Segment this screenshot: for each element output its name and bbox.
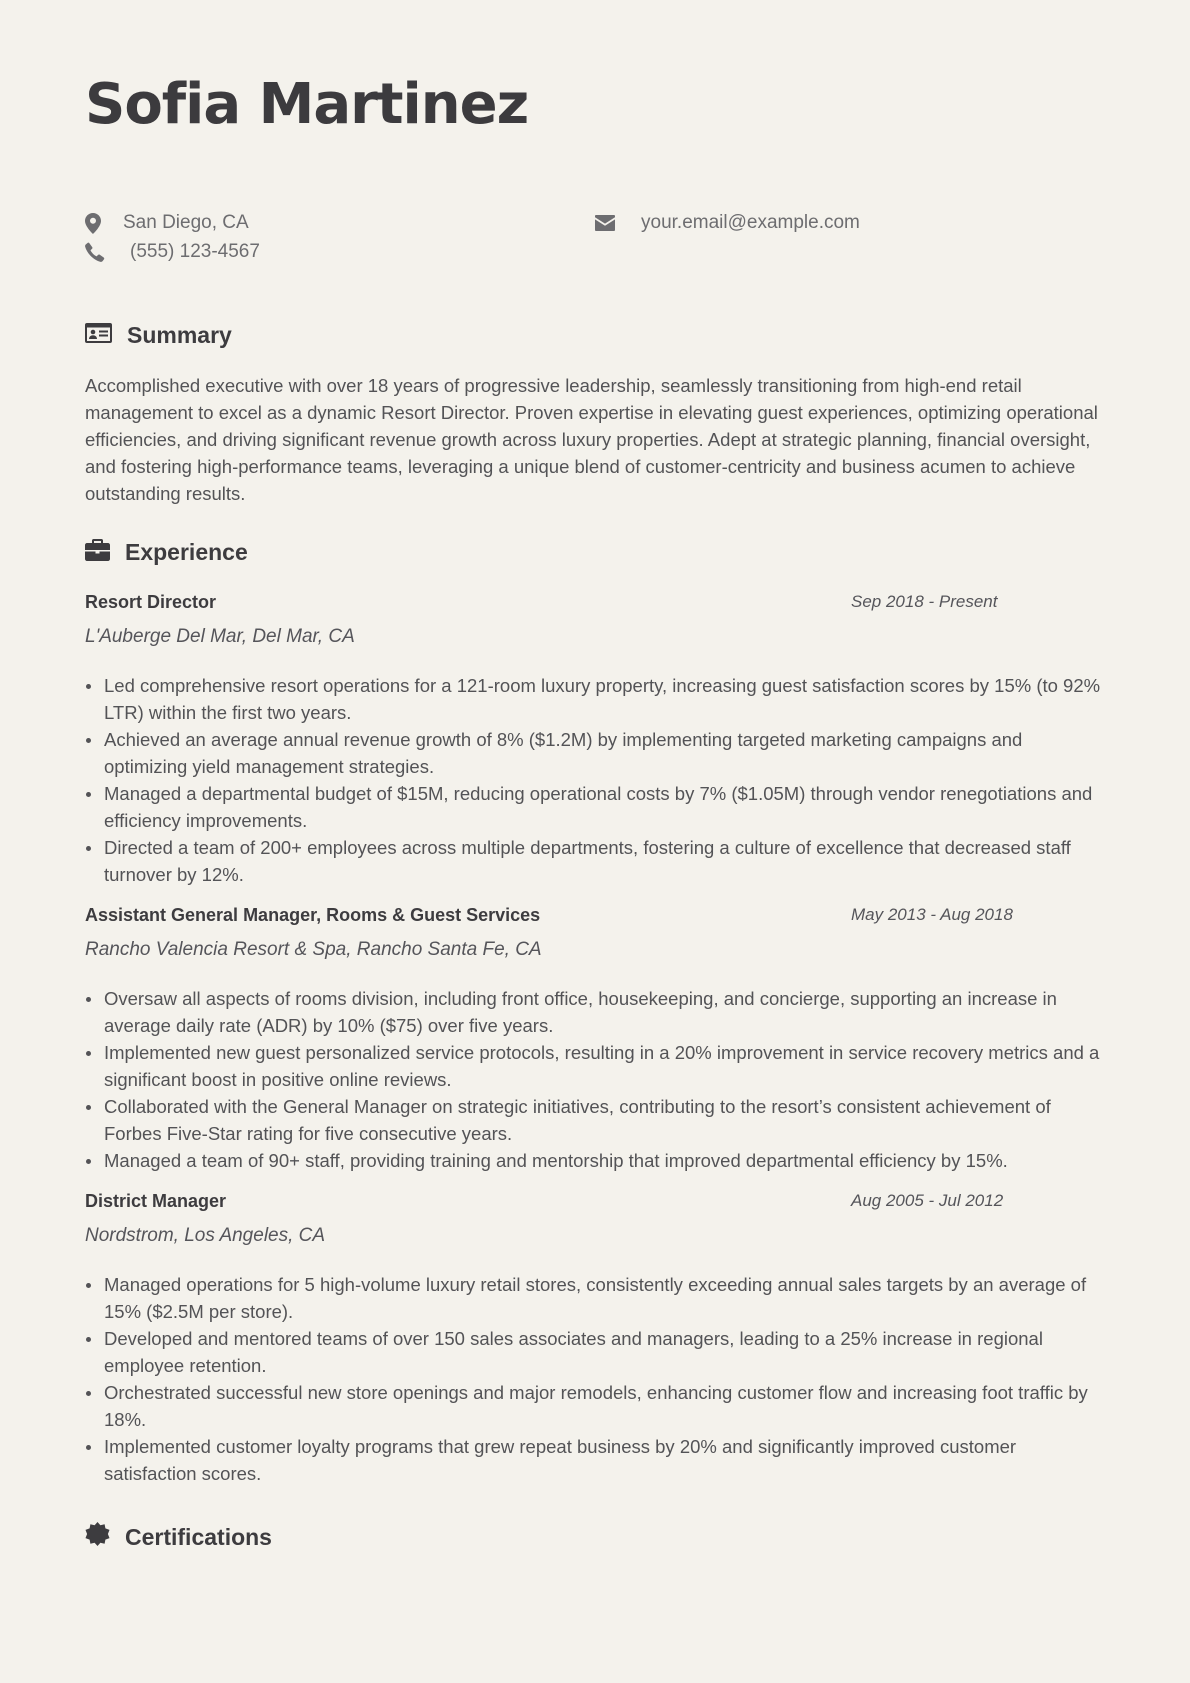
- certifications-heading: [85, 1522, 272, 1552]
- briefcase-icon: [85, 539, 110, 566]
- phone-icon: [85, 242, 105, 262]
- contact-phone: [85, 241, 260, 263]
- contact-email: [595, 212, 860, 234]
- candidate-name: Sofia Martinez: [85, 72, 529, 137]
- summary-title: Summary: [127, 322, 232, 348]
- experience-title: Experience: [125, 539, 248, 565]
- list-item: Implemented new guest personalized service protocols, resulting in a 20% improvement in service recovery metrics and a significant boost in positive online reviews.: [85, 1039, 1110, 1093]
- map-marker-icon: [85, 213, 101, 234]
- contact-location: [85, 212, 249, 234]
- phone-text: (555) 123-4567: [130, 241, 260, 262]
- list-item: Developed and mentored teams of over 150 sales associates and managers, leading to a 25% increase in regional employee retention.: [85, 1325, 1110, 1379]
- job-company: Rancho Valencia Resort & Spa, Rancho Santa Fe, CA: [85, 939, 542, 960]
- job-dates: May 2013 - Aug 2018: [851, 905, 1013, 924]
- list-item: Managed a departmental budget of $15M, reducing operational costs by 7% ($1.05M) through vendor renegotiations and efficiency improvements.: [85, 780, 1110, 834]
- list-item: Managed a team of 90+ staff, providing training and mentorship that improved departmental efficiency by 15%.: [85, 1147, 1110, 1174]
- job-company: Nordstrom, Los Angeles, CA: [85, 1225, 326, 1246]
- list-item: Implemented customer loyalty programs that grew repeat business by 20% and significantly improved customer satisfaction scores.: [85, 1433, 1110, 1487]
- list-item: Led comprehensive resort operations for a 121-room luxury property, increasing guest satisfaction scores by 15% (to 92% LTR) within the first two years.: [85, 672, 1110, 726]
- experience-heading: [85, 539, 248, 566]
- list-item: Orchestrated successful new store openings and major remodels, enhancing customer flow and increasing foot traffic by 18%.: [85, 1379, 1110, 1433]
- list-item: Oversaw all aspects of rooms division, including front office, housekeeping, and concierge, supporting an increase in average daily rate (ADR) by 10% ($75) over five years.: [85, 985, 1110, 1039]
- summary-text: Accomplished executive with over 18 years of progressive leadership, seamlessly transitioning from high-end retail management to excel as a dynamic Resort Director. Proven expertise in elevating guest experiences, optimizing operational efficiencies, and driving significant revenue growth across luxury properties. Adept at strategic planning, financial oversight, and fostering high-performance teams, leveraging a unique blend of customer-centricity and business acumen to achieve outstanding results.: [85, 375, 1098, 504]
- job-dates: Sep 2018 - Present: [851, 592, 998, 611]
- certificate-badge-icon: [85, 1522, 110, 1552]
- email-text: your.email@example.com: [641, 212, 860, 233]
- job-bullets: [85, 672, 1110, 888]
- job-bullets: [85, 985, 1110, 1174]
- summary-heading: [85, 322, 232, 349]
- list-item: Achieved an average annual revenue growth of 8% ($1.2M) by implementing targeted marketing campaigns and optimizing yield management strategies.: [85, 726, 1110, 780]
- job-title: Assistant General Manager, Rooms & Guest Services: [85, 905, 541, 925]
- job-title: Resort Director: [85, 592, 217, 612]
- job-company: L'Auberge Del Mar, Del Mar, CA: [85, 626, 355, 647]
- list-item: Directed a team of 200+ employees across multiple departments, fostering a culture of excellence that decreased staff turnover by 12%.: [85, 834, 1110, 888]
- envelope-icon: [595, 215, 615, 231]
- job-dates: Aug 2005 - Jul 2012: [851, 1191, 1004, 1210]
- list-item: Managed operations for 5 high-volume luxury retail stores, consistently exceeding annual sales targets by an average of 15% ($2.5M per store).: [85, 1271, 1110, 1325]
- id-card-icon: [85, 323, 112, 348]
- list-item: Collaborated with the General Manager on strategic initiatives, contributing to the resort’s consistent achievement of Forbes Five-Star rating for five consecutive years.: [85, 1093, 1110, 1147]
- location-text: San Diego, CA: [123, 212, 249, 233]
- job-bullets: [85, 1271, 1110, 1487]
- certifications-title: Certifications: [125, 1523, 272, 1550]
- job-title: District Manager: [85, 1191, 227, 1211]
